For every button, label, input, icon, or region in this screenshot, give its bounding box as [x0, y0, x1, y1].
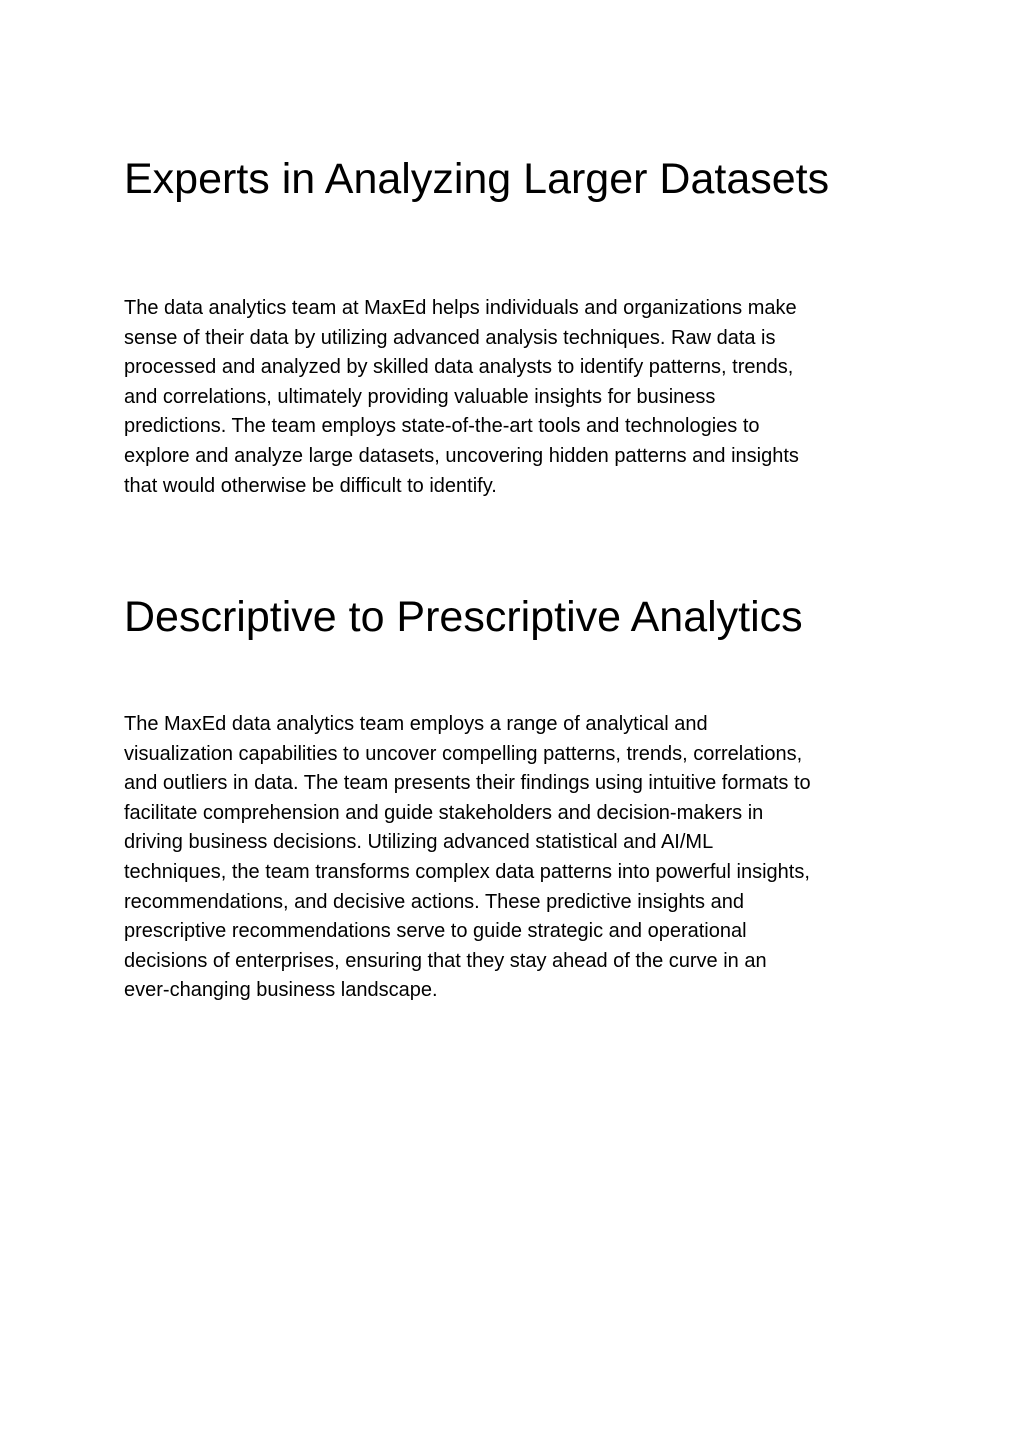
- paragraph-line: recommendations, and decisive actions. These predictive insights and: [124, 890, 744, 913]
- paragraph-line: predictions. The team employs state-of-the-art tools and technologies to: [124, 415, 760, 438]
- paragraph-line: and correlations, ultimately providing valuable insights for business: [124, 385, 716, 408]
- paragraph-line: ever-changing business landscape.: [124, 979, 438, 1002]
- section-heading-analytics: Descriptive to Prescriptive Analytics: [124, 593, 803, 641]
- paragraph-line: decisions of enterprises, ensuring that they stay ahead of the curve in an: [124, 949, 767, 972]
- paragraph-line: processed and analyzed by skilled data analysts to identify patterns, trends,: [124, 356, 794, 379]
- section-heading-datasets: Experts in Analyzing Larger Datasets: [124, 155, 830, 203]
- paragraph-line: that would otherwise be difficult to identify.: [124, 474, 497, 497]
- section-paragraph-analytics: [124, 710, 914, 1006]
- paragraph-line: sense of their data by utilizing advanced analysis techniques. Raw data is: [124, 326, 776, 349]
- paragraph-line: facilitate comprehension and guide stakeholders and decision-makers in: [124, 801, 764, 824]
- paragraph-line: and outliers in data. The team presents their findings using intuitive formats to: [124, 772, 811, 795]
- paragraph-line: driving business decisions. Utilizing advanced statistical and AI/ML: [124, 831, 714, 854]
- paragraph-line: The data analytics team at MaxEd helps individuals and organizations make: [124, 297, 797, 319]
- section-paragraph-datasets: [124, 294, 914, 501]
- paragraph-line: techniques, the team transforms complex data patterns into powerful insights,: [124, 860, 810, 883]
- paragraph-line: prescriptive recommendations serve to guide strategic and operational: [124, 920, 747, 943]
- paragraph-line: visualization capabilities to uncover compelling patterns, trends, correlations,: [124, 742, 803, 765]
- paragraph-line: The MaxEd data analytics team employs a range of analytical and: [124, 713, 708, 735]
- paragraph-line: explore and analyze large datasets, uncovering hidden patterns and insights: [124, 444, 799, 467]
